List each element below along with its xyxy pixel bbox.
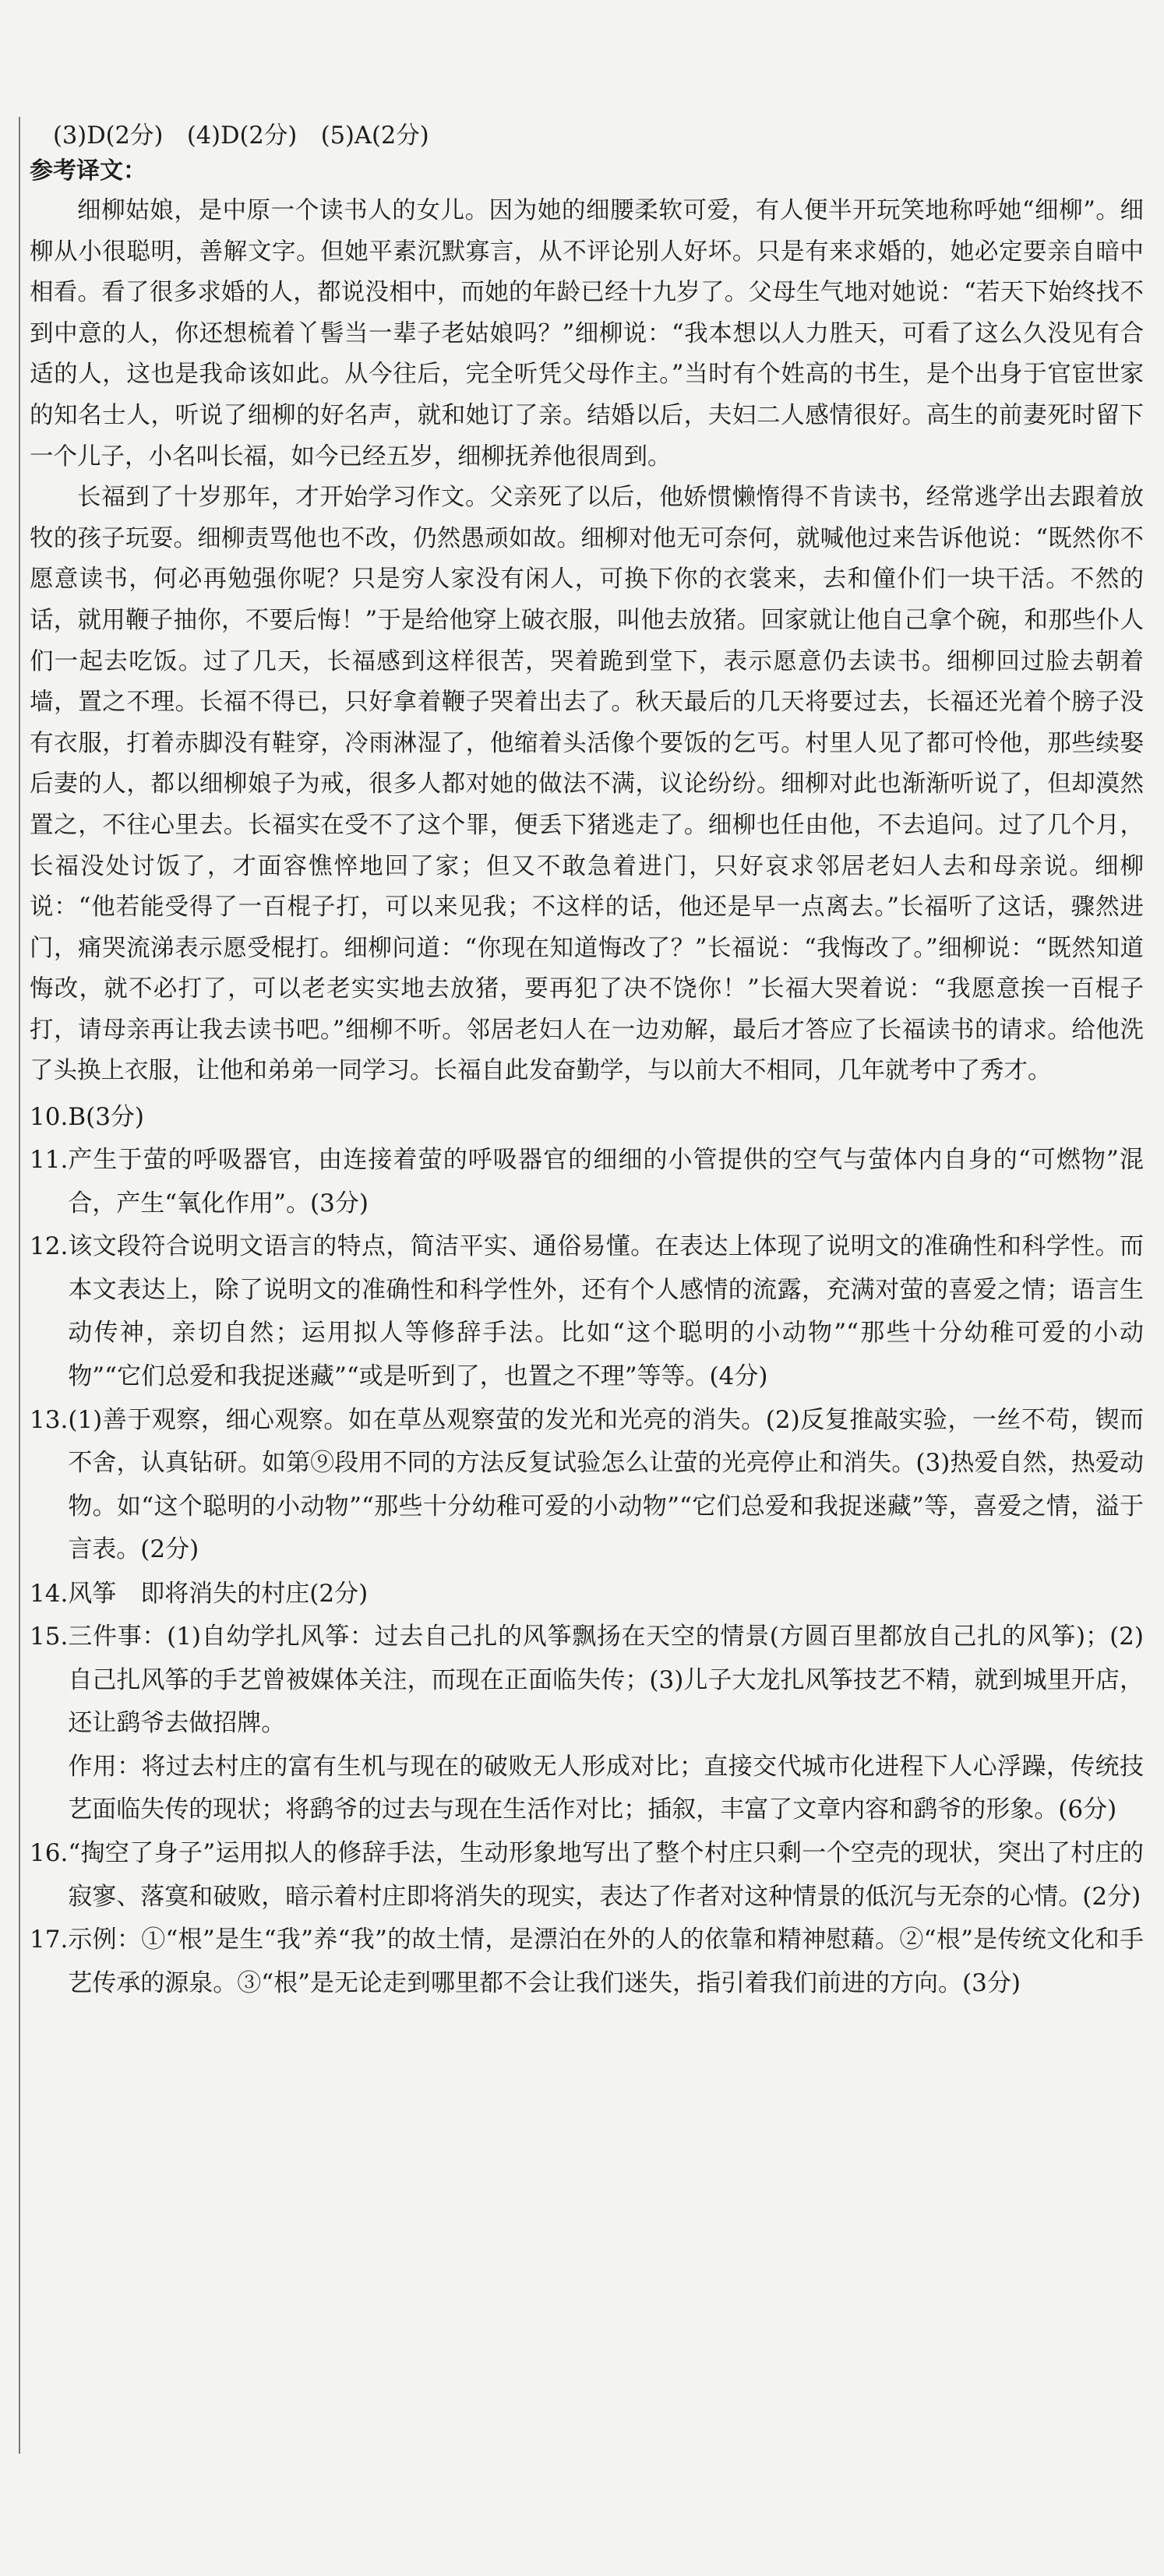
translation-paragraph-1: 细柳姑娘，是中原一个读书人的女儿。因为她的细腰柔软可爱，有人便半开玩笑地称呼她“细柳”。细柳从小很聪明，善解文字。但她平素沉默寡言，从不评论别人好坏。只是有来求婚的，她必定要亲自暗中相看。看了很多求婚的人，都说没相中，而她的年龄已经十九岁了。父母生气地对她说：“若天下始终找不到中意的人，你还想梳着丫髻当一辈子老姑娘吗？”细柳说：“我本想以人力胜天，可看了这么久没见有合适的人，这也是我命该如此。从今往后，完全听凭父母作主。”当时有个姓高的书生，是个出身于官宦世家的知名士人，听说了细柳的好名声，就和她订了亲。结婚以后，夫妇二人感情很好。高生的前妻死时留下一个儿子，小名叫长福，如今已经五岁，细柳抚养他很周到。 [30,197,1144,470]
item-number: 14. [30,1580,69,1608]
item-text: (1)善于观察，细心观察。如在草丛观察萤的发光和光亮的消失。(2)反复推敲实验，一丝不苟，锲而不舍，认真钻研。如第⑨段用不同的方法反复试验怎么让萤的光亮停止和消失。(3)热爱自然，热爱动物。如“这个聪明的小动物”“那些十分幼稚可爱的小动物”“它们总爱和我捉迷藏”等，喜爱之情，溢于言表。(2分) [68,1405,1144,1564]
item-number: 13. [30,1405,69,1434]
item-text: B(3分) [68,1103,145,1132]
item-text: 示例：①“根”是生“我”养“我”的故土情，是漂泊在外的人的依靠和精神慰藉。②“根”是传统文化和手艺传承的源泉。③“根”是无论走到哪里都不会让我们迷失，指引着我们前进的方向。(3分) [68,1926,1144,1997]
item-number: 11. [30,1146,69,1175]
item-number: 12. [30,1232,69,1261]
answer-item-16 [30,1832,1144,1919]
item-number: 16. [30,1838,69,1867]
answer-item-10 [30,1095,1144,1139]
left-margin-rule [19,117,20,2454]
item-text: 三件事：(1)自幼学扎风筝：过去自己扎的风筝飘扬在天空的情景(方圆百里都放自己扎的风筝)；(2)自己扎风筝的手艺曾被媒体关注，而现在正面临失传；(3)儿子大龙扎风筝技艺不精，就到城里开店，还让鹞爷去做招牌。 [68,1623,1144,1738]
item-number: 17. [30,1926,69,1954]
translation-heading: 参考译文： [30,157,146,185]
item-text: “掏空了身子”运用拟人的修辞手法，生动形象地写出了整个村庄只剩一个空壳的现状，突出了村庄的寂寥、落寞和破败，暗示着村庄即将消失的现实，表达了作者对这种情景的低沉与无奈的心情。(2分) [68,1838,1144,1911]
item-number: 15. [30,1623,69,1651]
item-text: 产生于萤的呼吸器官，由连接着萤的呼吸器官的细细的小管提供的空气与萤体内自身的“可燃物”混合，产生“氧化作用”。(3分) [68,1146,1144,1218]
item-text: 该文段符合说明文语言的特点，简洁平实、通俗易懂。在表达上体现了说明文的准确性和科学性。而本文表达上，除了说明文的准确性和科学性外，还有个人感情的流露，充满对萤的喜爱之情；语言生动传神，亲切自然；运用拟人等修辞手法。比如“这个聪明的小动物”“那些十分幼稚可爱的小动物”“它们总爱和我捉迷藏”“或是听到了，也置之不理”等等。(4分) [68,1232,1144,1391]
answer-item-12 [30,1225,1144,1398]
answer-item-15 [30,1616,1144,1832]
item-text: 风筝 即将消失的村庄(2分) [68,1580,369,1608]
answer-page [30,117,1144,2005]
answer-item-11 [30,1139,1144,1225]
answers-line: (3)D(2分) (4)D(2分) (5)A(2分) [53,122,429,150]
translation-paragraph-2: 长福到了十岁那年，才开始学习作文。父亲死了以后，他娇惯懒惰得不肯读书，经常逃学出去跟着放牧的孩子玩耍。细柳责骂他也不改，仍然愚顽如故。细柳对他无可奈何，就喊他过来告诉他说：“既然你不愿意读书，何必再勉强你呢？只是穷人家没有闲人，可换下你的衣裳来，去和僮仆们一块干活。不然的话，就用鞭子抽你，不要后悔！”于是给他穿上破衣服，叫他去放猪。回家就让他自己拿个碗，和那些仆人们一起去吃饭。过了几天，长福感到这样很苦，哭着跪到堂下，表示愿意仍去读书。细柳回过脸去朝着墙，置之不理。长福不得已，只好拿着鞭子哭着出去了。秋天最后的几天将要过去，长福还光着个膀子没有衣服，打着赤脚没有鞋穿，冷雨淋湿了，他缩着头活像个要饭的乞丐。村里人见了都可怜他，那些续娶后妻的人，都以细柳娘子为戒，很多人都对她的做法不满，议论纷纷。细柳对此也渐渐听说了，但却漠然置之，不往心里去。长福实在受不了这个罪，便丢下猪逃走了。细柳也任由他，不去追问。过了几个月，长福没处讨饭了，才面容憔悴地回了家；但又不敢急着进门，只好哀求邻居老妇人去和母亲说。细柳说：“他若能受得了一百棍子打，可以来见我；不这样的话，他还是早一点离去。”长福听了这话，骤然进门，痛哭流涕表示愿受棍打。细柳问道：“你现在知道悔改了？”长福说：“我悔改了。”细柳说：“既然知道悔改，就不必打了，可以老老实实地去放猪，要再犯了决不饶你！”长福大哭着说：“我愿意挨一百棍子打，请母亲再让我去读书吧。”细柳不听。邻居老妇人在一边劝解，最后才答应了长福读书的请求。给他洗了头换上衣服，让他和弟弟一同学习。长福自此发奋勤学，与以前大不相同，几年就考中了秀才。 [30,484,1144,1085]
item-number: 10. [30,1103,69,1132]
answer-item-14 [30,1572,1144,1616]
answer-item-13 [30,1399,1144,1572]
item-text-effect: 作用：将过去村庄的富有生机与现在的破败无人形成对比；直接交代城市化进程下人心浮躁，传统技艺面临失传的现状；将鹞爷的过去与现在生活作对比；插叙，丰富了文章内容和鹞爷的形象。(6分) [68,1752,1144,1824]
answer-item-17 [30,1919,1144,2005]
